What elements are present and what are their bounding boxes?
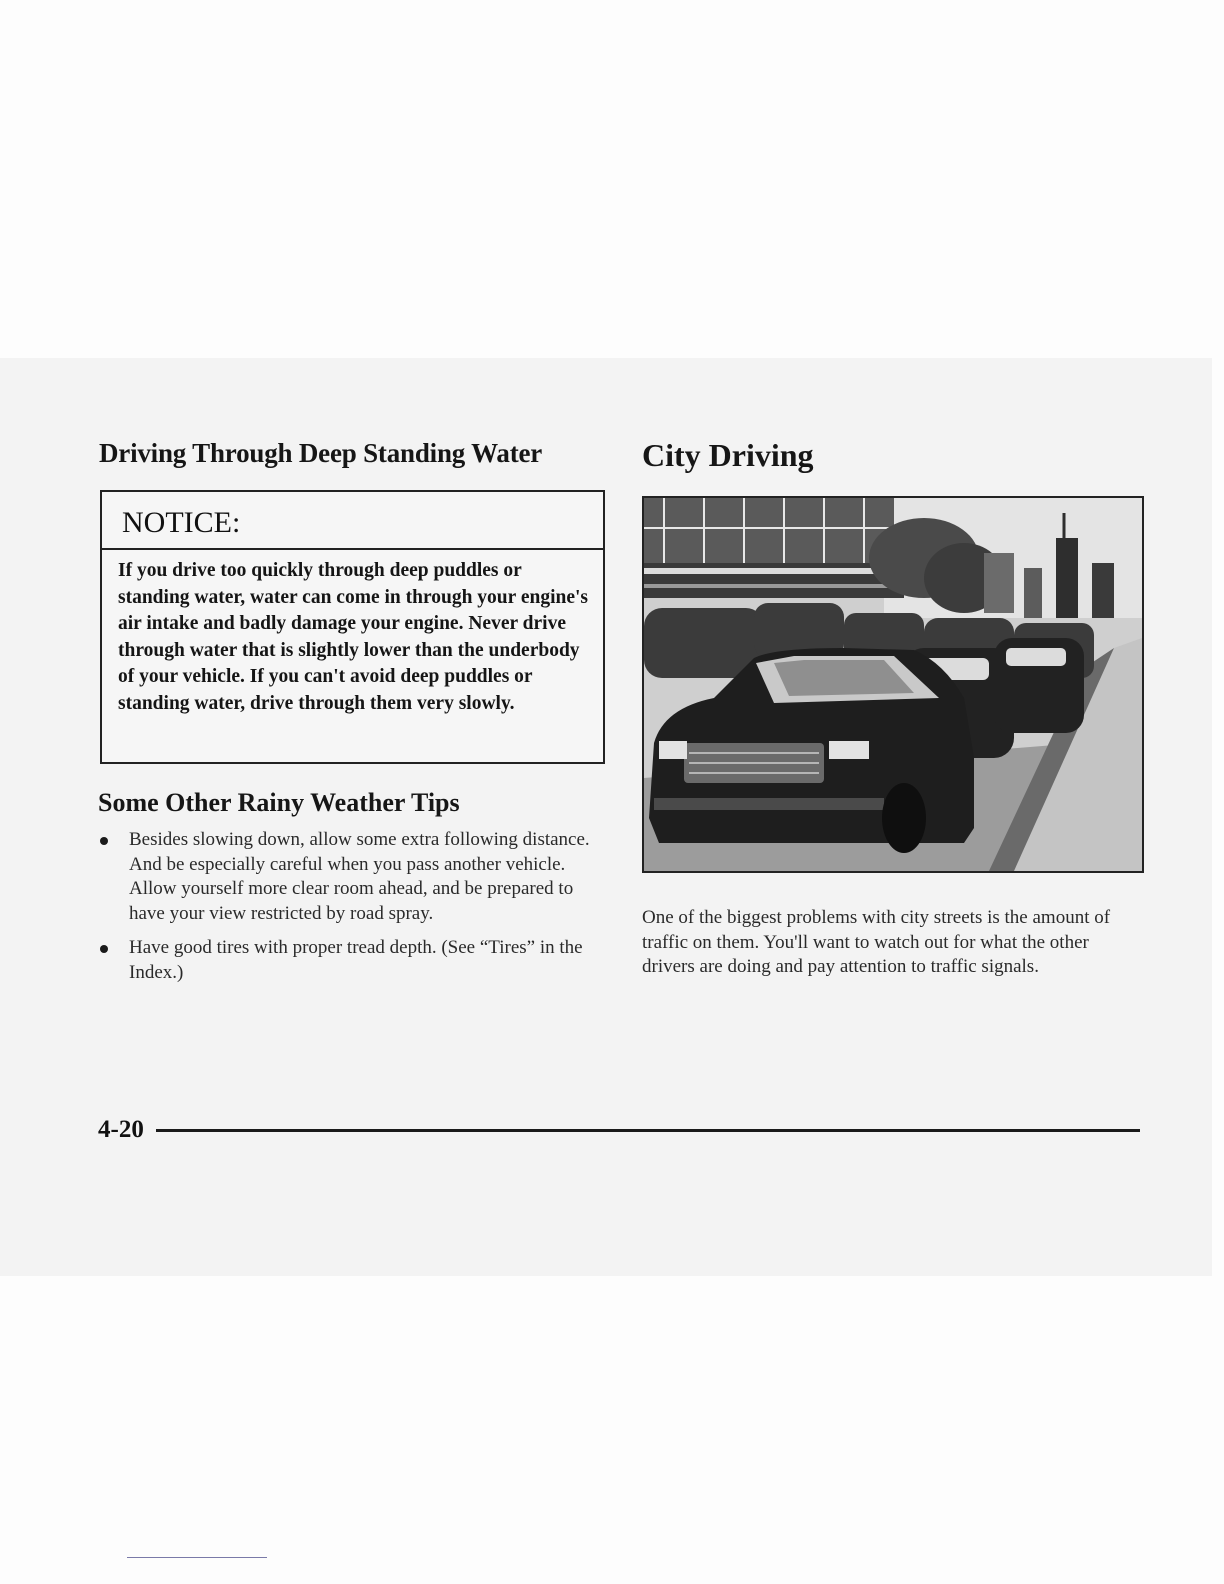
- section-heading-deep-water: Driving Through Deep Standing Water: [99, 438, 543, 468]
- city-driving-paragraph: One of the biggest problems with city streets is the amount of traffic on them. You'll want to watch out for what the other drivers are doing and pay attention to traffic signals.: [642, 907, 1111, 977]
- footer-rule: [156, 1129, 1140, 1132]
- bullet-icon: [100, 945, 108, 953]
- tips-list: [100, 828, 600, 995]
- notice-title: NOTICE:: [102, 492, 603, 550]
- tip-text: Besides slowing down, allow some extra following distance. And be especially careful when you pass another vehicle. Allow yourself more clear room ahead, and be prepared to have your view restricted by road spray.: [129, 829, 590, 924]
- notice-text: If you drive too quickly through deep puddles or standing water, water can come in through your engine's air intake and badly damage your engine. Never drive through water that is slightly lower than the underbody of your vehicle. If you can't avoid deep puddles or standing water, drive through them very slowly.: [118, 560, 589, 714]
- tip-text: Have good tires with proper tread depth. (See “Tires” in the Index.): [129, 937, 583, 983]
- city-traffic-photo: [642, 496, 1144, 873]
- bottom-divider: [127, 1557, 267, 1558]
- notice-box: [100, 490, 605, 764]
- list-item: [100, 936, 600, 985]
- page-number: 4-20: [98, 1116, 144, 1143]
- section-heading-rainy-tips: Some Other Rainy Weather Tips: [98, 788, 460, 817]
- traffic-illustration: [644, 498, 1142, 871]
- section-heading-city-driving: City Driving: [642, 437, 814, 473]
- bullet-icon: [100, 837, 108, 845]
- list-item: [100, 828, 600, 926]
